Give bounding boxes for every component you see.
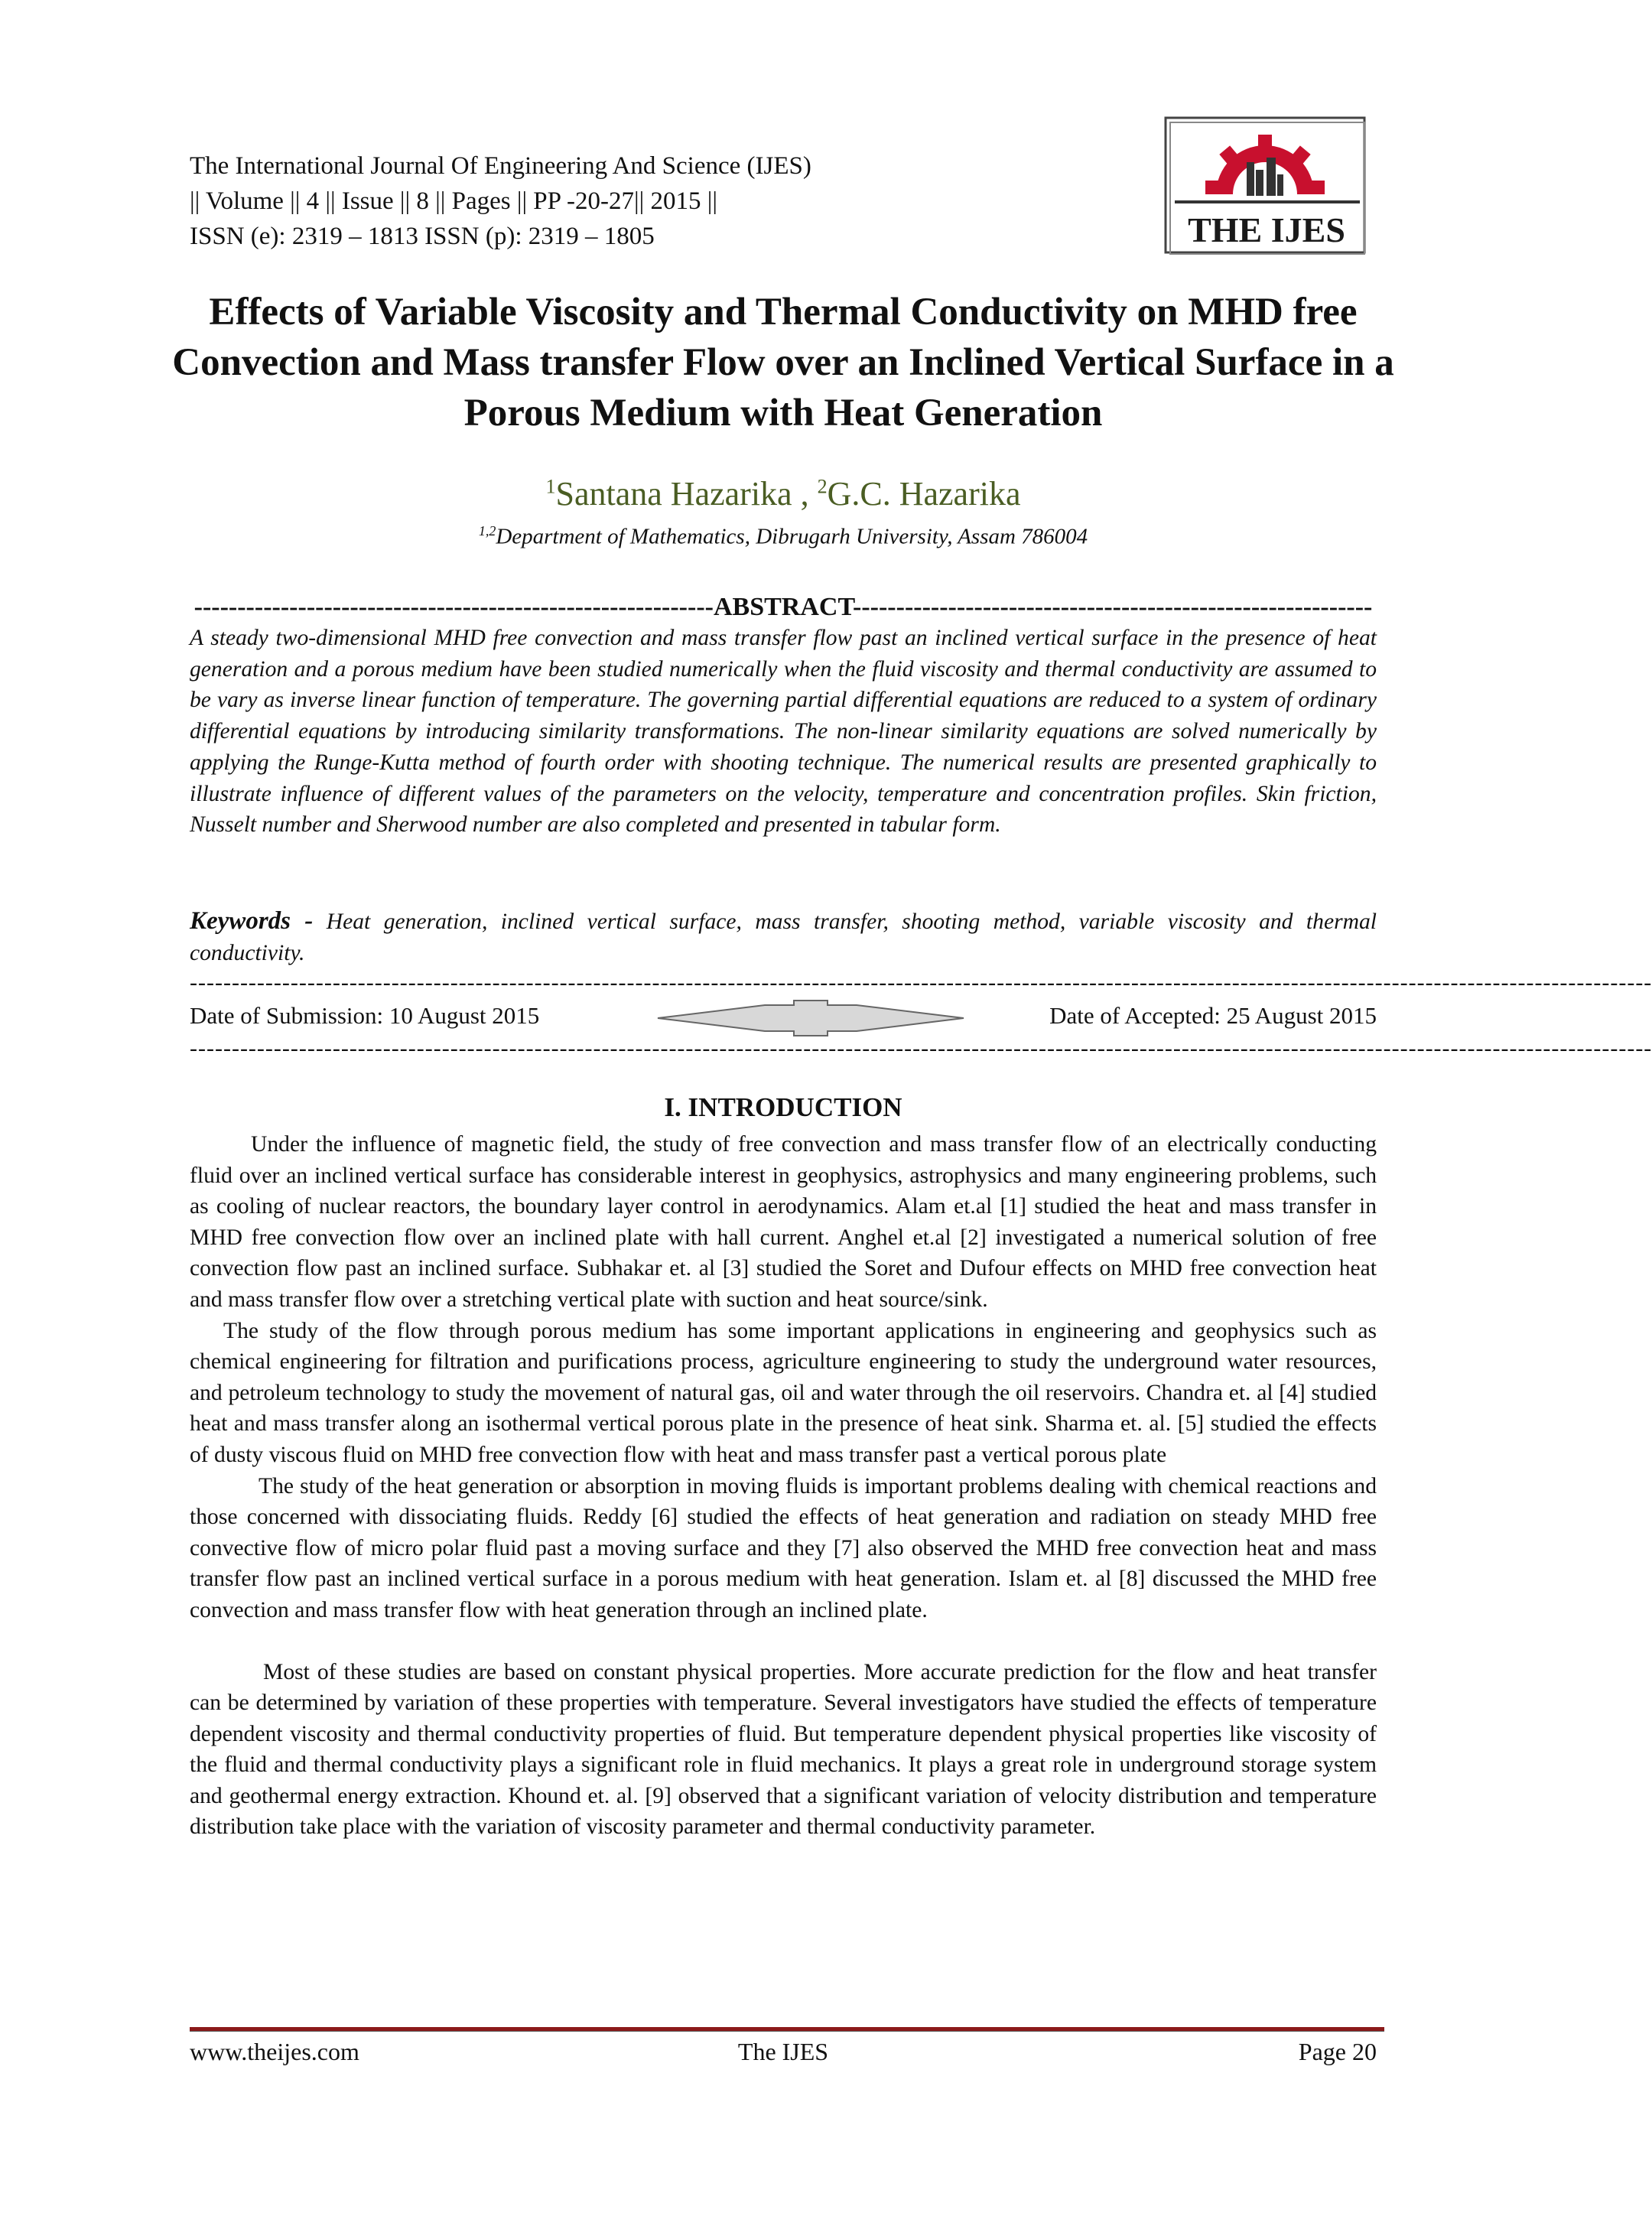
intro-paragraph-4: Most of these studies are based on constant physical properties. More accurate prediction for the flow and heat transfer can be determined by variation of these properties with temperature. Several investigators have studied the effects of temperature dependent viscosity and thermal conductivity properties of fluid. But temperature dependent physical properties like viscosity of the fluid and thermal conductivity plays a significant role in fluid mechanics. It plays a great role in underground storage system and geothermal energy extraction. Khound et. al. [9] observed that a significant variation of velocity distribution and temperature distribution take place with the variation of viscosity parameter and thermal conductivity parameter. [190,1659,1377,1840]
author-line [190,474,1377,513]
abstract-heading: ABSTRACT [713,593,854,621]
date-accepted: Date of Accepted: 25 August 2015 [1049,1002,1377,1029]
date-submission: Date of Submission: 10 August 2015 [190,1002,540,1029]
divider-top: ------------------------------------------------------------------------------------------------------------------------------------------------------------------------------ [190,970,1652,995]
keywords-text: Heat generation, inclined vertical surface, mass transfer, shooting method, variable viscosity and thermal conductivity. [190,910,1377,965]
double-arrow-icon [658,999,964,1037]
keywords [190,906,1377,968]
author1: Santana Hazarika , [555,475,818,513]
introduction-body [190,1129,1377,1843]
journal-header [190,148,954,254]
affiliation-sup: 1,2 [478,523,496,539]
page-footer [190,2038,1377,2071]
logo-text: THE IJES [1188,210,1345,249]
affiliation-text: Department of Mathematics, Dibrugarh University, Assam 786004 [496,524,1088,549]
paper-title: Effects of Variable Viscosity and Thermal Conductivity on MHD free Convection and Mass transfer Flow over an Inclined Vertical Surface in a Porous Medium with Heat Generation [172,291,1394,434]
footer-page-number: Page 20 [1298,2038,1377,2065]
author2-sup: 2 [817,475,828,498]
journal-volume: || Volume || 4 || Issue || 8 || Pages || PP -20-27|| 2015 || [190,187,717,215]
section-heading-introduction: I. INTRODUCTION [664,1092,902,1122]
divider-bottom: ------------------------------------------------------------------------------------------------------------------------------------------------------------------------------ [190,1036,1652,1061]
intro-paragraph-2: The study of the flow through porous medium has some important applications in engineering and geophysics such as chemical engineering for filtration and purifications process, agriculture engineering to study the underground water resources, and petroleum technology to study the movement of natural gas, oil and water through the oil reservoirs. Chandra et. al [4] studied heat and mass transfer along an isothermal vertical porous plate in the presence of heat sink. Sharma et. al. [5] studied the effects of dusty viscous fluid on MHD free convection flow with heat and mass transfer past a vertical porous plate [190,1318,1377,1467]
intro-paragraph-1: Under the influence of magnetic field, the study of free convection and mass transfer flow of an electrically conducting fluid over an inclined vertical surface has considerable interest in geophysics, astrophysics and many engineering problems, such as cooling of nuclear reactors, the boundary layer control in aerodynamics. Alam et.al [1] studied the heat and mass transfer in MHD free convection flow over an inclined plate with hall current. Anghel et.al [2] investigated a numerical solution of free convection flow past an inclined surface. Subhakar et. al [3] studied the Soret and Dufour effects on MHD free convection heat and mass transfer flow over a stretching vertical plate with suction and heat source/sink. [190,1132,1377,1312]
dates-row [190,999,1377,1036]
journal-issn: ISSN (e): 2319 – 1813 ISSN (p): 2319 – 1805 [190,223,655,250]
keywords-label: Keywords - [190,907,314,935]
author2: G.C. Hazarika [827,475,1021,513]
abstract-heading-line: ------------------------------------------------------------ABSTRACT------------------------------------------------------------ [193,593,1373,621]
abstract-text: A steady two-dimensional MHD free convection and mass transfer flow past an inclined vertical surface in the presence of heat generation and a porous medium have been studied numerically when the fluid viscosity and thermal conductivity are assumed to be vary as inverse linear function of temperature. The governing partial differential equations are reduced to a system of ordinary differential equations by introducing similarity transformations. The non-linear similarity equations are solved numerically by applying the Runge-Kutta method of fourth order with shooting technique. The numerical results are presented graphically to illustrate influence of different values of the parameters on the velocity, temperature and concentration profiles. Skin friction, Nusselt number and Sherwood number are also completed and presented in tabular form. [190,626,1377,838]
ijes-logo [1163,115,1367,255]
author1-sup: 1 [545,475,556,498]
affiliation [190,523,1377,550]
footer-website: www.theijes.com [190,2038,359,2065]
footer-rule [190,2027,1384,2032]
footer-journal: The IJES [737,2038,829,2065]
intro-paragraph-3: The study of the heat generation or absorption in moving fluids is important problems dealing with chemical reactions and those concerned with dissociating fluids. Reddy [6] studied the effects of heat generation and radiation on steady MHD free convective flow of micro polar fluid past a moving surface and they [7] also observed the MHD free convection heat and mass transfer flow past an inclined vertical surface in a porous medium with heat generation. Islam et. al [8] discussed the MHD free convection and mass transfer flow with heat generation through an inclined plate. [190,1473,1377,1622]
journal-name: The International Journal Of Engineering And Science (IJES) [190,152,811,180]
